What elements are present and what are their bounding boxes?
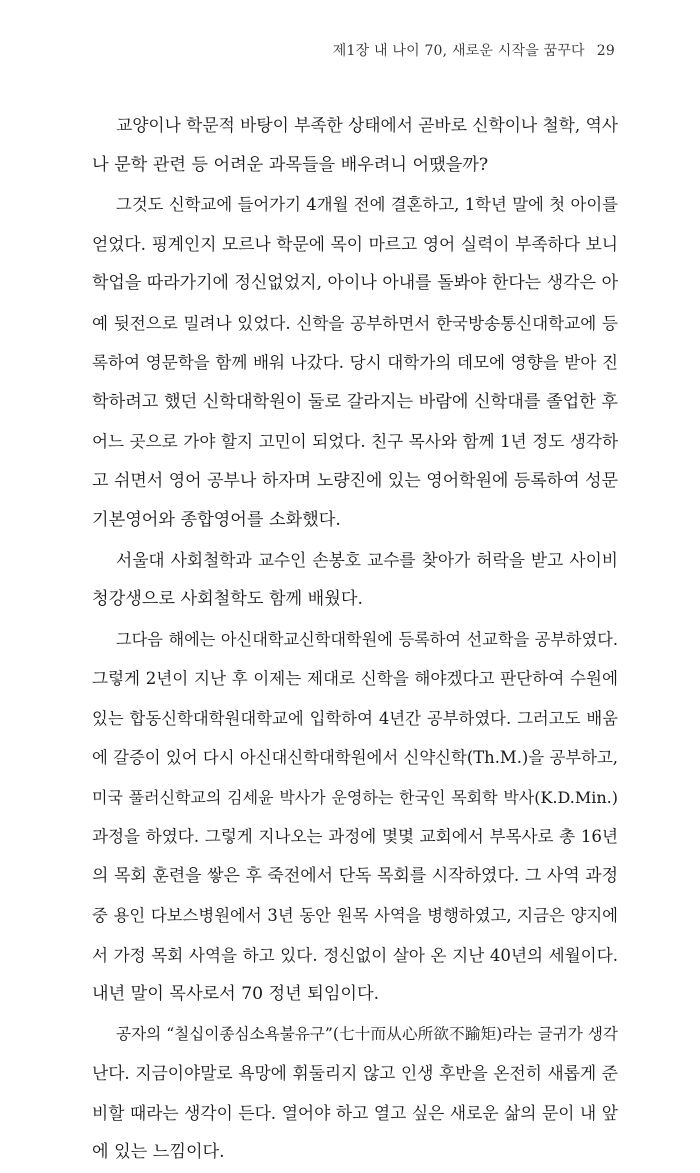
text-line: 서 가정 목회 사역을 하고 있다. 정신없이 살아 온 지난 40년의 세월이다. — [92, 945, 618, 965]
text-line: 공자의 “칠십이종심소욕불유구”(七十而从心所欲不踰矩)라는 글귀가 생각 — [116, 1024, 618, 1043]
text-line: 에 있는 느낌이다. — [92, 1142, 225, 1162]
text-line: 청강생으로 사회철학도 함께 배웠다. — [92, 589, 363, 609]
text-line: 학하려고 했던 신학대학원이 둘로 갈라지는 바람에 신학대를 졸업한 후 — [92, 391, 618, 412]
text-line: 얻었다. 핑계인지 모르나 학문에 목이 마르고 영어 실력이 부족하다 보니 — [92, 233, 618, 254]
text-line: 예 뒷전으로 밀려나 있었다. 신학을 공부하면서 한국방송통신대학교에 등 — [92, 313, 618, 333]
running-header — [333, 40, 615, 60]
text-line: 서울대 사회철학과 교수인 손봉호 교수를 찾아가 허락을 받고 사이비 — [116, 549, 618, 570]
text-line: 교양이나 학문적 바탕이 부족한 상태에서 곧바로 신학이나 철학, 역사 — [116, 115, 618, 135]
text-line: 록하여 영문학을 함께 배워 나갔다. 당시 대학가의 데모에 영향을 받아 진 — [92, 353, 618, 372]
text-line: 난다. 지금이야말로 욕망에 휘둘리지 않고 인생 후반을 온전히 새롭게 준 — [92, 1063, 618, 1083]
text-line: 의 목회 훈련을 쌓은 후 죽전에서 단독 목회를 시작하였다. 그 사역 과정 — [92, 865, 618, 886]
text-line: 그렇게 2년이 지난 후 이제는 제대로 신학을 해야겠다고 판단하여 수원에 — [92, 669, 618, 688]
text-line: 미국 풀러신학교의 김세윤 박사가 운영하는 한국인 목회학 박사(K.D.Min.) — [92, 787, 618, 807]
text-line: 에 갈증이 있어 다시 아신대신학대학원에서 신약신학(Th.M.)을 공부하고, — [92, 748, 618, 767]
text-line: 학업을 따라가기에 정신없었지, 아이나 아내를 돌봐야 한다는 생각은 아 — [92, 273, 618, 293]
text-line: 있는 합동신학대학원대학교에 입학하여 4년간 공부하였다. 그러고도 배움 — [92, 708, 618, 728]
text-line: 나 문학 관련 등 어려운 과목들을 배우려니 어땠을까? — [92, 154, 489, 175]
text-line: 내년 말이 목사로서 70 정년 퇴임이다. — [92, 984, 380, 1004]
text-line: 어느 곳으로 가야 할지 고민이 되었다. 친구 목사와 함께 1년 정도 생각하 — [92, 432, 618, 451]
page-number: 29 — [596, 43, 615, 59]
chapter-title: 제1장 내 나이 70, 새로운 시작을 꿈꾸다 — [332, 43, 585, 59]
text-line: 중 용인 다보스병원에서 3년 동안 원목 사역을 병행하였고, 지금은 양지에 — [92, 906, 618, 925]
text-line: 고 쉬면서 영어 공부나 하자며 노량진에 있는 영어학원에 등록하여 성문 — [92, 470, 618, 491]
text-line: 과정을 하였다. 그렇게 지나오는 과정에 몇몇 교회에서 부목사로 총 16년 — [92, 827, 618, 846]
text-line: 기본영어와 종합영어를 소화했다. — [92, 510, 341, 530]
text-line: 그것도 신학교에 들어가기 4개월 전에 결혼하고, 1학년 말에 첫 아이를 — [116, 195, 618, 214]
text-line: 그다음 해에는 아신대학교신학대학원에 등록하여 선교학을 공부하였다. — [116, 629, 618, 649]
text-line: 비할 때라는 생각이 든다. 열어야 하고 열고 싶은 새로운 삶의 문이 내 앞 — [92, 1102, 618, 1123]
body-text — [92, 106, 618, 1173]
